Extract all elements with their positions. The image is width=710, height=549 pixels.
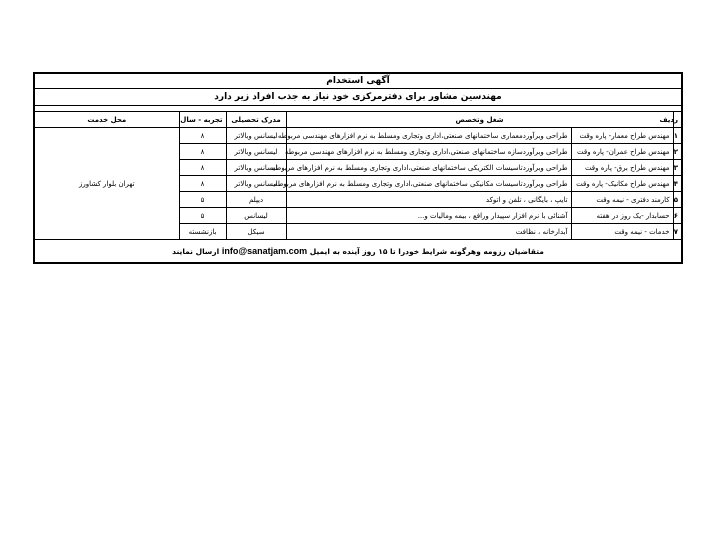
experience: ۸	[179, 128, 226, 144]
row-number: ۱	[673, 128, 682, 144]
experience: ۸	[179, 160, 226, 176]
ad-title: آگهی استخدام	[34, 73, 682, 89]
degree: لیسانس وبالاتر	[226, 128, 286, 144]
job-title: مهندس طراح مکانیک- پاره وقت	[571, 176, 673, 192]
degree: لیسانس وبالاتر	[226, 160, 286, 176]
job-description: طراحی وبرآوردسازه ساختمانهای صنعتی،اداری وتجاری ومسلط به نرم افزارهای مهندسی مربوطه	[286, 144, 571, 160]
job-description: طراحی وبرآوردتاسیسات مکانیکی ساختمانهای صنعتی،اداری وتجاری ومسلط به نرم افزارهای مربوطه	[286, 176, 571, 192]
job-title: کارمند دفتری - نیمه وقت	[571, 192, 673, 208]
job-description: طراحی وبرآوردمعماری ساختمانهای صنعتی،اداری وتجاری ومسلط به نرم افزارهای مهندسی مربوطه	[286, 128, 571, 144]
degree: لیسانس وبالاتر	[226, 144, 286, 160]
job-description: تایپ ، بایگانی ، تلفن و اتوکد	[286, 192, 571, 208]
job-title: مهندس طراح عمران- پاره وقت	[571, 144, 673, 160]
job-description: آشنائی با نرم افزار سپیدار ورافع ، بیمه ومالیات و...	[286, 208, 571, 224]
work-location: تهران بلوار کشاورز	[34, 128, 179, 240]
experience: بازنشسته	[179, 224, 226, 240]
job-title: مهندس طراح برق- پاره وقت	[571, 160, 673, 176]
header-row	[34, 112, 682, 128]
contact-email-link[interactable]: info@sanatjam.com	[221, 246, 308, 256]
row-number: ۲	[673, 144, 682, 160]
experience: ۸	[179, 144, 226, 160]
job-title: خدمات - نیمه وقت	[571, 224, 673, 240]
job-title: حسابدار -یک روز در هفته	[571, 208, 673, 224]
header-experience: تجربه - سال	[179, 112, 226, 128]
header-field: شغل وتخصص	[286, 112, 673, 128]
job-title: مهندس طراح معمار- پاره وقت	[571, 128, 673, 144]
row-number: ۵	[673, 192, 682, 208]
job-ad-table	[33, 72, 683, 264]
header-location: محل خدمت	[34, 112, 179, 128]
header-row-number: ردیف	[673, 112, 682, 128]
header-degree: مدرک تحصیلی	[226, 112, 286, 128]
degree: لیسانس وبالاتر	[226, 176, 286, 192]
experience: ۸	[179, 176, 226, 192]
footer-note	[34, 240, 682, 264]
row-number: ۷	[673, 224, 682, 240]
footer-text-before: متقاضیان رزومه وهرگونه شرایط خودرا تا ۱۵ روز آینده به ایمیل	[309, 247, 544, 256]
job-description: طراحی وبرآوردتاسیسات الکتریکی ساختمانهای صنعتی،اداری وتجاری ومسلط به نرم افزارهای مربوطه	[286, 160, 571, 176]
degree: دیپلم	[226, 192, 286, 208]
ad-subtitle: مهندسین مشاور برای دفترمرکزی خود نیاز به جذب افراد زیر دارد	[34, 89, 682, 106]
job-description: آبدارخانه ، نظافت	[286, 224, 571, 240]
row-number: ۶	[673, 208, 682, 224]
table-row	[34, 128, 682, 144]
row-number: ۳	[673, 160, 682, 176]
experience: ۵	[179, 208, 226, 224]
row-number: ۴	[673, 176, 682, 192]
footer-text-after: ارسال نمایند	[172, 247, 220, 256]
degree: سیکل	[226, 224, 286, 240]
experience: ۵	[179, 192, 226, 208]
degree: لیسانس	[226, 208, 286, 224]
